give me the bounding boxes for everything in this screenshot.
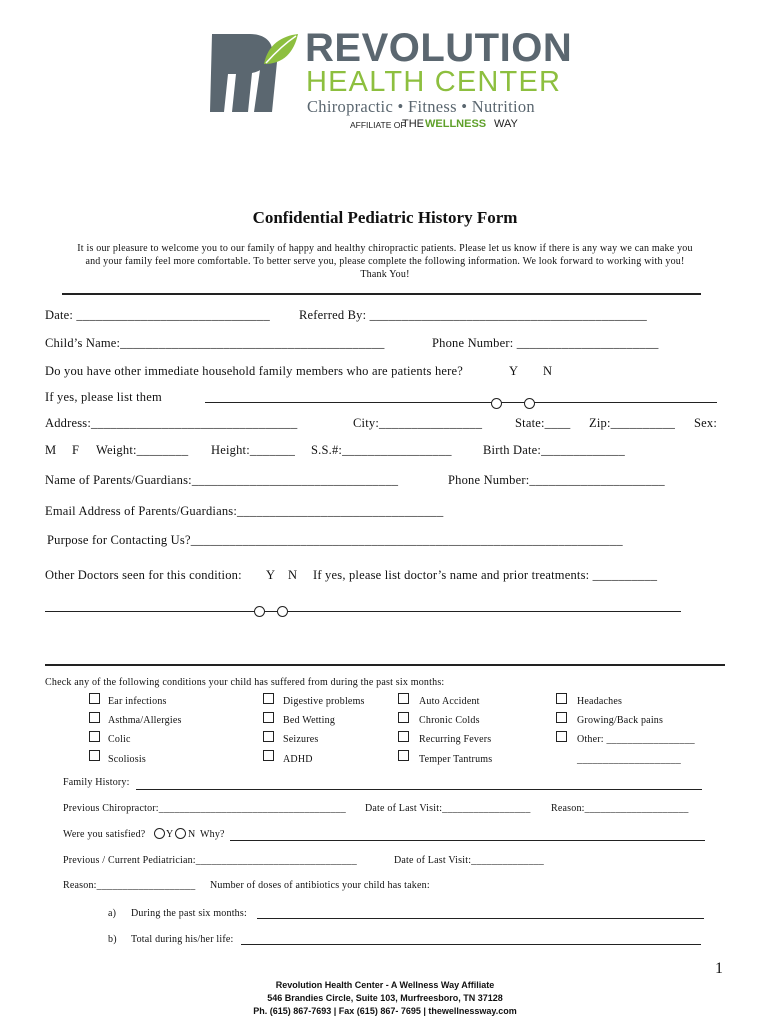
logo-mark-icon (208, 30, 300, 116)
why-label: Why? (200, 829, 225, 840)
affiliate-prefix: AFFILIATE OF (350, 120, 406, 130)
household-question: Do you have other immediate household family members who are patients here? (45, 364, 463, 378)
date-field[interactable]: Date: ______________________________ (45, 308, 270, 322)
parents-field[interactable]: Name of Parents/Guardians:________________________________ (45, 473, 399, 487)
footer-line-2: 546 Brandies Circle, Suite 103, Murfreesboro, TN 37128 (267, 993, 503, 1003)
pediatrician-last-visit-field[interactable]: Date of Last Visit:______________ (394, 855, 544, 866)
ss-field[interactable]: S.S.#:_________________ (311, 443, 452, 457)
purpose-field[interactable]: Purpose for Contacting Us?___________________________________________________________________ (47, 533, 623, 547)
checkbox[interactable] (556, 731, 567, 742)
item-a-label: a) (108, 908, 117, 919)
antibiotics-label: Number of doses of antibiotics your child has taken: (210, 880, 430, 891)
total-life-line[interactable] (241, 944, 701, 945)
affiliate-the: THE (402, 118, 424, 130)
email-field[interactable]: Email Address of Parents/Guardians:________________________________ (45, 504, 444, 518)
condition-label: Scoliosis (108, 754, 146, 765)
checkbox[interactable] (398, 731, 409, 742)
logo-tagline: Chiropractic • Fitness • Nutrition (307, 97, 535, 116)
condition-label: Seizures (283, 734, 319, 745)
checkbox[interactable] (89, 712, 100, 723)
conditions-heading: Check any of the following conditions your child has suffered from during the past six months: (45, 677, 445, 688)
radio-circle-icon[interactable] (175, 828, 186, 839)
condition-label: Ear infections (108, 696, 167, 707)
phone-number-field[interactable]: Phone Number: ______________________ (432, 336, 659, 350)
logo-subtitle: HEALTH CENTER (306, 66, 562, 98)
affiliate-way: WAY (494, 118, 518, 130)
other-condition-line[interactable]: ____________________ (577, 754, 681, 765)
other-condition-field[interactable]: Other: _________________ (577, 734, 695, 745)
intro-line-1: It is our pleasure to welcome you to our family of happy and healthy chiropractic patients. Please let us know if there is any way we can make you (77, 243, 693, 254)
intro-line-3: Thank You! (360, 269, 410, 280)
checkbox[interactable] (263, 712, 274, 723)
if-yes-list-label: If yes, please list them (45, 390, 162, 404)
past-six-months-label: During the past six months: (131, 908, 247, 919)
condition-label: Recurring Fevers (419, 734, 492, 745)
past-six-months-line[interactable] (257, 918, 704, 919)
radio-circle-icon[interactable] (524, 398, 535, 409)
checkbox[interactable] (263, 693, 274, 704)
condition-label: Colic (108, 734, 131, 745)
checkbox[interactable] (556, 693, 567, 704)
checkbox[interactable] (263, 731, 274, 742)
condition-label: ADHD (283, 754, 313, 765)
condition-label: Auto Accident (419, 696, 480, 707)
checkbox[interactable] (89, 693, 100, 704)
divider (62, 293, 701, 295)
city-field[interactable]: City:________________ (353, 416, 483, 430)
weight-field[interactable]: Weight:________ (96, 443, 189, 457)
affiliate-wellness: WELLNESS (425, 118, 487, 130)
why-line[interactable] (230, 840, 705, 841)
household-no[interactable]: N (543, 364, 553, 378)
checkbox[interactable] (263, 750, 274, 761)
radio-circle-icon[interactable] (254, 606, 265, 617)
satisfied-yes[interactable]: Y (166, 829, 174, 840)
reason-2-field[interactable]: Reason:___________________ (63, 880, 196, 891)
radio-circle-icon[interactable] (277, 606, 288, 617)
divider (45, 664, 725, 666)
state-field[interactable]: State:____ (515, 416, 571, 430)
condition-label: Growing/Back pains (577, 715, 664, 726)
radio-circle-icon[interactable] (491, 398, 502, 409)
treatments-line[interactable] (45, 611, 681, 612)
parent-phone-field[interactable]: Phone Number:_____________________ (448, 473, 665, 487)
form-title: Confidential Pediatric History Form (252, 208, 518, 227)
sex-label: Sex: (694, 416, 718, 430)
item-b-label: b) (108, 934, 117, 945)
checkbox[interactable] (398, 750, 409, 761)
zip-field[interactable]: Zip:__________ (589, 416, 676, 430)
other-doctors-label: Other Doctors seen for this condition: (45, 568, 242, 582)
reason-field[interactable]: Reason:____________________ (551, 803, 689, 814)
list-line[interactable] (205, 402, 717, 403)
condition-label: Digestive problems (283, 696, 365, 707)
referred-by-field[interactable]: Referred By: ___________________________________________ (299, 308, 647, 322)
logo-name: REVOLUTION (305, 26, 573, 70)
height-field[interactable]: Height:_______ (211, 443, 296, 457)
checkbox[interactable] (89, 731, 100, 742)
sex-m-option[interactable]: M (45, 443, 57, 457)
other-doctors-no[interactable]: N (288, 568, 298, 582)
page-number: 1 (715, 960, 723, 977)
satisfied-no[interactable]: N (188, 829, 196, 840)
condition-label: Asthma/Allergies (108, 715, 182, 726)
checkbox[interactable] (398, 712, 409, 723)
pediatrician-field[interactable]: Previous / Current Pediatrician:_______________________________ (63, 855, 357, 866)
previous-chiropractor-field[interactable]: Previous Chiropractor:____________________________________ (63, 803, 346, 814)
condition-label: Temper Tantrums (419, 754, 493, 765)
footer-line-1: Revolution Health Center - A Wellness Way Affiliate (275, 980, 495, 990)
checkbox[interactable] (89, 750, 100, 761)
birth-date-field[interactable]: Birth Date:_____________ (483, 443, 625, 457)
footer-line-3: Ph. (615) 867-7693 | Fax (615) 867- 7695 | thewellnessway.com (253, 1006, 517, 1016)
prior-treatments-field[interactable]: If yes, please list doctor’s name and prior treatments: __________ (313, 568, 658, 582)
condition-label: Headaches (577, 696, 623, 707)
condition-label: Chronic Colds (419, 715, 480, 726)
checkbox[interactable] (556, 712, 567, 723)
checkbox[interactable] (398, 693, 409, 704)
radio-circle-icon[interactable] (154, 828, 165, 839)
address-field[interactable]: Address:________________________________ (45, 416, 298, 430)
child-name-field[interactable]: Child’s Name:_________________________________________ (45, 336, 385, 350)
household-yes[interactable]: Y (509, 364, 519, 378)
sex-f-option[interactable]: F (72, 443, 80, 457)
satisfied-label: Were you satisfied? (63, 829, 146, 840)
last-visit-field[interactable]: Date of Last Visit:_________________ (365, 803, 531, 814)
family-history-label: Family History: (63, 777, 130, 788)
other-doctors-yes[interactable]: Y (266, 568, 276, 582)
condition-label: Bed Wetting (283, 715, 336, 726)
family-history-line[interactable] (136, 789, 702, 790)
total-life-label: Total during his/her life: (131, 934, 234, 945)
intro-line-2: and your family feel more comfortable. To better serve you, please complete the following information. We look forward to working with you! (85, 256, 685, 267)
